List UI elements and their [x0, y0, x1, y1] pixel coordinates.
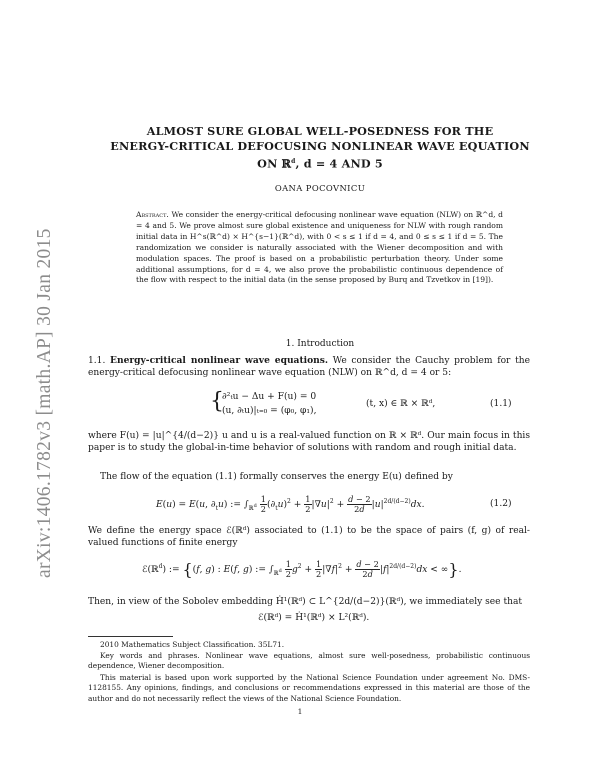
- section-heading: 1. Introduction: [285, 339, 355, 349]
- footnote-funding: This material is based upon work supported by the National Science Foundation under agreement No. DMS-1128155. Any opinions, findings, and conclusions or recommendations expressed in this material are those of the author and do not necessarily reflect the views of the National Science Foundation.: [88, 673, 530, 703]
- paragraph-4: Then, in view of the Sobolev embedding Ḣ¹(ℝᵈ) ⊂ L^{2d/(d−2)}(ℝᵈ), we immediately see that: [88, 597, 523, 607]
- paragraph-2: The flow of the equation (1.1) formally conserves the energy E(u) defined by: [100, 472, 453, 482]
- author-name: OANA POCOVNICU: [274, 183, 366, 193]
- paper-title-line-1: ALMOST SURE GLOBAL WELL-POSEDNESS FOR THE: [146, 124, 494, 138]
- abstract-label: Abstract.: [136, 210, 169, 219]
- eq1-line-2: (u, ∂ₜu)|ₜ₌₀ = (φ₀, φ₁),: [222, 406, 317, 416]
- eq1-line-1: ∂²ₜu − Δu + F(u) = 0: [222, 392, 317, 402]
- arxiv-sidebar: [0, 0, 55, 776]
- arxiv-identifier: arXiv:1406.1782v3 [math.AP] 30 Jan 2015: [34, 228, 55, 578]
- cases-brace: {: [210, 389, 224, 414]
- paper-title-line-3: ON ℝ$^d$, d = 4 AND 5: [257, 156, 383, 171]
- paragraph-1: where F(u) = |u|^{4/(d−2)} u and u is a real-valued function on ℝ × ℝᵈ. Our main focus in this paper is to study the global-in-time behavior of solutions with random and rough initial data.: [88, 431, 530, 453]
- abstract: [136, 210, 503, 286]
- paper-title-line-2: ENERGY-CRITICAL DEFOCUSING NONLINEAR WAVE EQUATION: [110, 139, 530, 153]
- abstract-text: We consider the energy-critical defocusing nonlinear wave equation (NLW) on ℝ^d, d = 4 and 5. We prove almost sure global existence and uniqueness for NLW with rough random initial data in H^s(ℝ^d) × H^{s−1}(ℝ^d), with 0 < s ≤ 1 if d = 4, and 0 ≤ s ≤ 1 if d = 5. The randomization we consider is naturally associated with the Wiener decomposition and with modulation spaces. The proof is based on a probabilistic perturbation theory. Under some additional assumptions, for d = 4, we also prove the probabilistic continuous dependence of the flow with respect to the initial data (in the sense proposed by Burq and Tzvetkov in [19]).: [136, 210, 503, 285]
- subsection-intro: 1.1. Energy-critical nonlinear wave equations. We consider the Cauchy problem for the energy-critical defocusing nonlinear wave equation (NLW) on ℝ^d, d = 4 or 5:: [88, 355, 530, 378]
- subsection-title: Energy-critical nonlinear wave equations.: [110, 355, 329, 366]
- eq1-number: (1.1): [490, 399, 512, 409]
- eq2-formula: E(u) = E(u, $\partial_tu$) := $\int_{ℝ^d}$ $\frac{1}{2}$ $(\partial_tu)^2$ + $\frac{1}{2}$ $|\nabla u|^2$ + $\frac{d - 2}{2d}$ $|u|^{2d/(d-2)}dx$.: [156, 494, 425, 514]
- page-number: 1: [297, 707, 303, 716]
- eq1-domain: (t, x) ∈ ℝ × ℝᵈ,: [366, 399, 436, 409]
- paragraph-3: We define the energy space ℰ(ℝᵈ) associated to (1.1) to be the space of pairs (f, g) of real-valued functions of finite energy: [88, 526, 530, 548]
- footnote-keywords: Key words and phrases. Nonlinear wave equations, almost sure well-posedness, probabilistic continuous dependence, Wiener decomposition.: [88, 651, 530, 671]
- energy-space-formula: ℰ(ℝ$^d$) := {(f, g) : E(f, g) := $\int_{ℝ^d}$ $\frac{1}{2}$ $g^2$ + $\frac{1}{2}$ $|\nabla f|^2$ + $\frac{d - 2}{2d}$ $|f|^{2d/(d-2)}dx$ < ∞}.: [142, 559, 462, 579]
- footnote-rule: [88, 636, 173, 637]
- footnote-msc: 2010 Mathematics Subject Classification. 35L71.: [100, 640, 285, 649]
- eq3-formula: ℰ(ℝᵈ) = Ḣ¹(ℝᵈ) × L²(ℝᵈ).: [258, 613, 370, 623]
- eq2-number: (1.2): [490, 499, 512, 509]
